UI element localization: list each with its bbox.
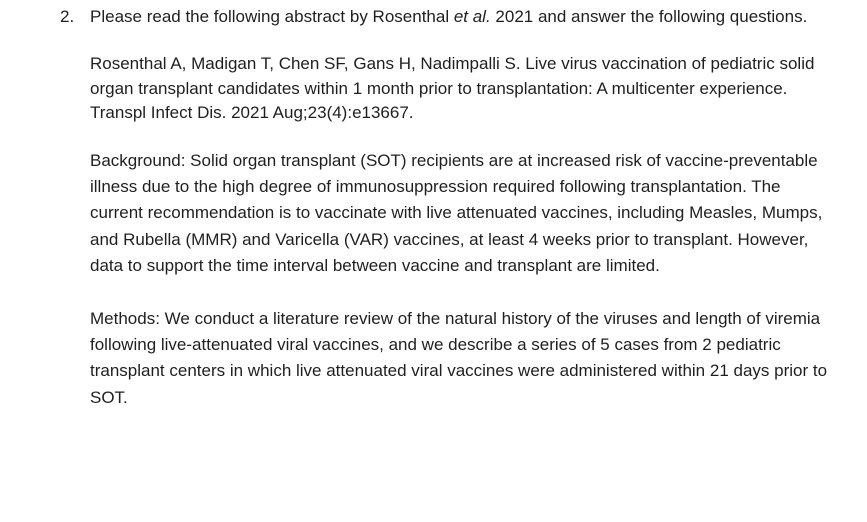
prompt-text-before: Please read the following abstract by Rosenthal	[90, 7, 454, 26]
abstract-methods: Methods: We conduct a literature review of the natural history of the viruses and length of viremia following live-attenuated viral vaccines, and we describe a series of 5 cases from 2 pediatric transplant centers in which live attenuated viral vaccines were administered within 21 days prior to SOT.	[90, 308, 828, 407]
question-prompt	[90, 4, 830, 30]
question-number: 2.	[60, 7, 75, 26]
prompt-italic-etal: et al.	[453, 7, 491, 26]
citation-reference: Rosenthal A, Madigan T, Chen SF, Gans H, Nadimpalli S. Live virus vaccination of pediatric solid organ transplant candidates within 1 month prior to transplantation: A multicenter experience. Transpl Infect Dis. 2021 Aug;23(4):e13667.	[90, 54, 815, 122]
abstract-background: Background: Solid organ transplant (SOT) recipients are at increased risk of vaccine-preventable illness due to the high degree of immunosuppression required following transplantation. The current recommendation is to vaccinate with live attenuated vaccines, including Measles, Mumps, and Rubella (MMR) and Varicella (VAR) vaccines, at least 4 weeks prior to transplant. However, data to support the time interval between vaccine and transplant are limited.	[90, 150, 823, 276]
question-content	[90, 4, 830, 411]
prompt-text-after: 2021 and answer the following questions.	[490, 7, 808, 26]
